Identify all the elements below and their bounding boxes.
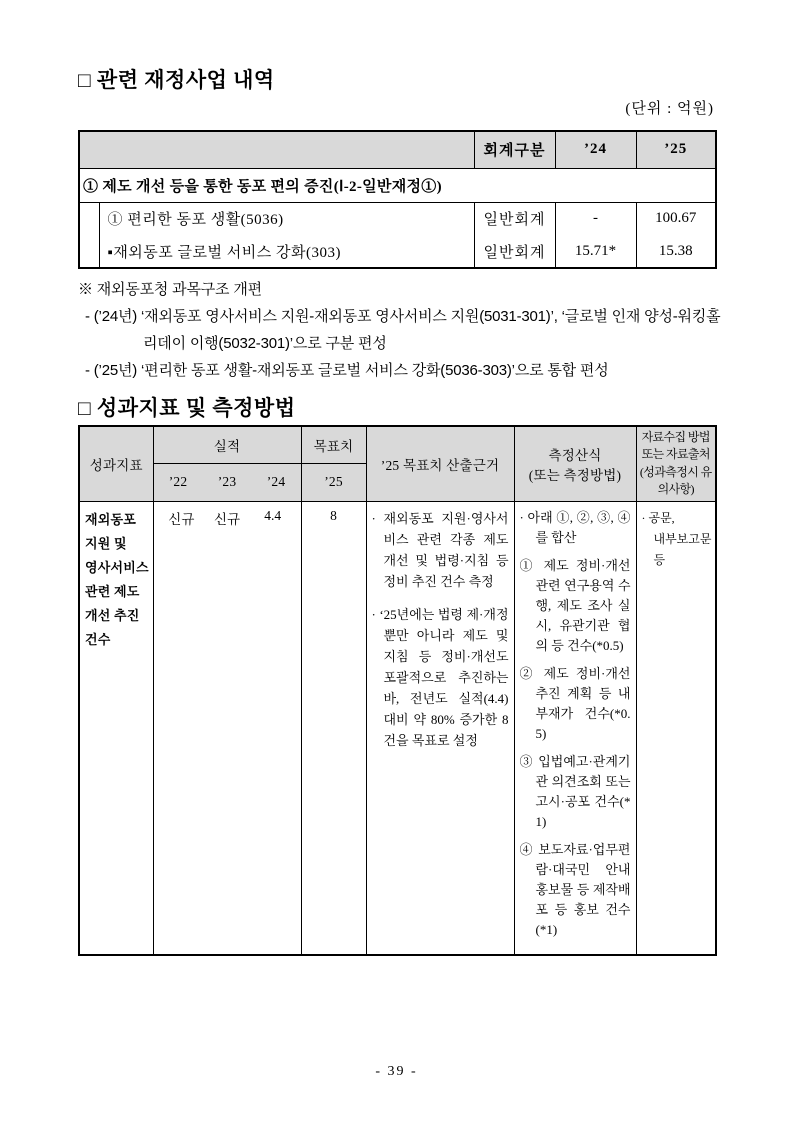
note-heading: ※ 재외동포청 과목구조 개편 — [78, 281, 262, 298]
formula-item: ② 제도 정비·개선 추진 계획 등 내부재가 건수(*0.5) — [519, 665, 631, 741]
section-title-fiscal-projects: □ 관련 재정사업 내역 — [78, 68, 275, 92]
performance-indicator-table — [78, 425, 717, 956]
formula-item: ③ 입법예고·관계기관 의견조회 또는 고시·공포 건수(*1) — [519, 753, 631, 829]
reorganization-notes — [78, 276, 730, 384]
perf-header-actual: 실적 — [153, 426, 301, 463]
basis-paragraph: · 재외동포 지원·영사서비스 관련 각종 제도 개선 및 법령·지침 등 정비 추진 건수 측정 — [371, 510, 509, 589]
perf-header-formula-line1: 측정산식 — [548, 447, 602, 463]
fiscal-group-row — [79, 168, 716, 202]
perf-header-row-1 — [79, 426, 716, 463]
source-text: · 공문, 내부보고문 등 — [641, 510, 712, 567]
basis-paragraph: · ‘25년에는 법령 제·개정 뿐만 아니라 제도 및 지침 등 정비·개선도 포괄적으로 추진하는 바, 전년도 실적(4.4) 대비 약 80% 증가한 8건을 목표로 설정 — [371, 606, 509, 748]
perf-body-row — [79, 501, 716, 955]
perf-header-year-24: ’24 — [266, 474, 286, 490]
perf-actual-23: 신규 — [213, 511, 241, 527]
fiscal-table-header-row — [79, 131, 716, 168]
fiscal-header-blank — [79, 131, 474, 168]
fiscal-item-account: 일반회계 — [474, 235, 555, 268]
formula-item: ① 제도 정비·개선 관련 연구용역 수행, 제도 조사 실시, 유관기관 협의 등 건수(*0.5) — [519, 557, 631, 653]
perf-header-target: 목표치 — [301, 426, 366, 463]
perf-header-target-year: ’25 — [301, 463, 366, 501]
perf-indicator-name: 재외동포 지원 및 영사서비스 관련 제도 개선 추진 건수 — [79, 501, 153, 955]
fiscal-item-name: ▪재외동포 글로벌 서비스 강화(303) — [99, 235, 474, 268]
fiscal-item-y24-value: - — [555, 202, 636, 235]
perf-basis-cell — [366, 501, 514, 955]
fiscal-item-name: ① 편리한 동포 생활(5036) — [99, 202, 474, 235]
fiscal-item-y25-value: 100.67 — [636, 202, 716, 235]
row-indent-cell — [79, 235, 99, 268]
fiscal-header-y24: ’24 — [555, 131, 636, 168]
perf-target-value: 8 — [301, 501, 366, 955]
note-item-24: - (’24년) ‘재외동포 영사서비스 지원-재외동포 영사서비스 지원(5031-301)’, ‘글로벌 인재 양성-워킹홀리데이 이행(5032-301)’으로 구분 편성 — [85, 308, 721, 352]
perf-header-indicator: 성과지표 — [79, 426, 153, 501]
perf-actual-values — [153, 501, 301, 955]
perf-actual-22: 신규 — [168, 511, 195, 527]
formula-item: ④ 보도자료·업무편람·대국민 안내 홍보물 등 제작배포 등 홍보 건수(*1) — [519, 841, 631, 937]
perf-formula-cell — [514, 501, 636, 955]
table-row — [79, 202, 716, 235]
page-number: - 39 - — [375, 1064, 418, 1079]
perf-header-formula — [514, 426, 636, 501]
perf-header-actual-years — [153, 463, 301, 501]
perf-header-year-23: ’23 — [217, 474, 237, 490]
unit-label: (단위 : 억원) — [625, 101, 714, 117]
fiscal-item-y24-value: 15.71* — [555, 235, 636, 268]
formula-item: · 아래 ①, ②, ③, ④를 합산 — [519, 509, 631, 545]
perf-header-basis: ’25 목표치 산출근거 — [366, 426, 514, 501]
fiscal-header-y25: ’25 — [636, 131, 716, 168]
fiscal-group-label: ① 제도 개선 등을 통한 동포 편의 증진(Ⅰ-2-일반재정①) — [79, 168, 716, 202]
fiscal-projects-table — [78, 130, 717, 269]
perf-source-cell — [636, 501, 716, 955]
perf-header-year-22: ’22 — [168, 474, 188, 490]
table-row — [79, 235, 716, 268]
row-indent-cell — [79, 202, 99, 235]
section-title-performance-indicators: □ 성과지표 및 측정방법 — [78, 396, 296, 420]
fiscal-item-y25-value: 15.38 — [636, 235, 716, 268]
fiscal-item-account: 일반회계 — [474, 202, 555, 235]
perf-actual-24: 4.4 — [264, 507, 282, 523]
perf-header-source: 자료수집 방법 또는 자료출처 (성과측정시 유의사항) — [636, 426, 716, 501]
note-item-25: - (’25년) ‘편리한 동포 생활-재외동포 글로벌 서비스 강화(5036-303)’으로 통합 편성 — [85, 362, 609, 379]
perf-header-formula-line2: (또는 측정방법) — [528, 467, 622, 483]
fiscal-header-account: 회계구분 — [474, 131, 555, 168]
